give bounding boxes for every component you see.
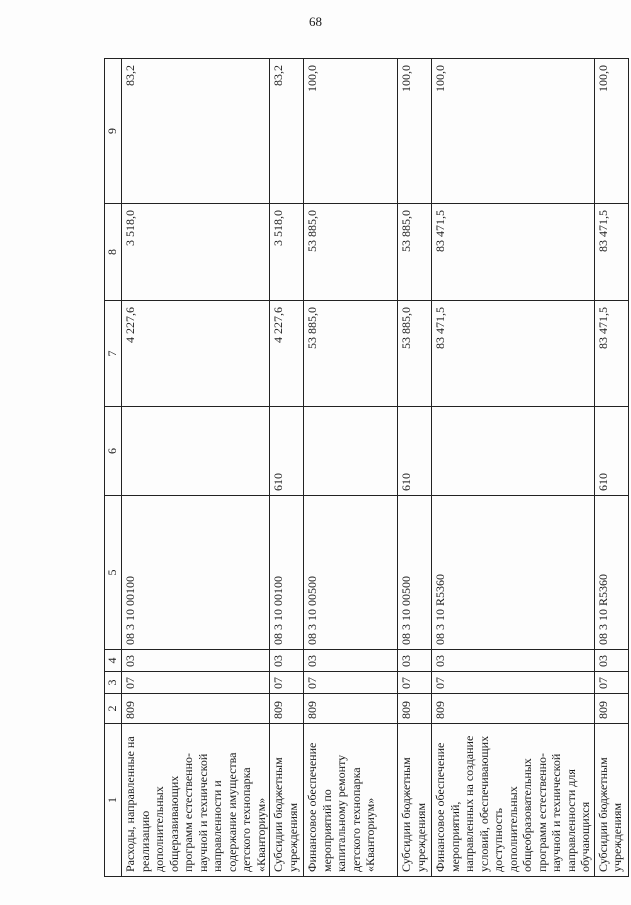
cell-c4: 03 xyxy=(304,650,398,672)
cell-c7: 4 227,6 xyxy=(122,301,270,407)
cell-c5: 08 3 10 00100 xyxy=(122,496,270,650)
rotated-table-wrapper xyxy=(104,59,624,877)
cell-c8: 3 518,0 xyxy=(270,204,304,301)
cell-c7: 4 227,6 xyxy=(270,301,304,407)
cell-c7: 83 471,5 xyxy=(594,301,628,407)
cell-name: Субсидии бюджетным учреждениям xyxy=(270,724,304,877)
cell-c8: 53 885,0 xyxy=(304,204,398,301)
cell-name: Финансовое обеспечение мероприятий, направленных на создание условий, обеспечивающих доступность дополнительных общеобразовательных программ естественно-научной и технической направленности для обучающихся xyxy=(432,724,595,877)
cell-name: Субсидии бюджетным учреждениям xyxy=(398,724,432,877)
header-cell: 2 xyxy=(105,694,122,724)
cell-c6: 610 xyxy=(270,407,304,496)
cell-name: Расходы, направленные на реализацию дополнительных общеразвивающих программ естественно-научной и технической направленности и содержание имущества детского технопарка «Кванториум» xyxy=(122,724,270,877)
cell-c9: 100,0 xyxy=(304,59,398,204)
cell-c4: 03 xyxy=(432,650,595,672)
cell-c7: 83 471,5 xyxy=(432,301,595,407)
cell-c7: 53 885,0 xyxy=(398,301,432,407)
budget-table xyxy=(104,58,629,877)
header-cell: 6 xyxy=(105,407,122,496)
header-row xyxy=(105,59,122,877)
cell-c3: 07 xyxy=(304,672,398,694)
header-cell: 4 xyxy=(105,650,122,672)
table-row xyxy=(432,59,595,877)
cell-name: Субсидии бюджетным учреждениям xyxy=(594,724,628,877)
header-cell: 3 xyxy=(105,672,122,694)
cell-c8: 3 518,0 xyxy=(122,204,270,301)
header-cell: 8 xyxy=(105,204,122,301)
cell-c6 xyxy=(304,407,398,496)
table-row xyxy=(270,59,304,877)
cell-c4: 03 xyxy=(122,650,270,672)
cell-c3: 07 xyxy=(270,672,304,694)
cell-c6 xyxy=(432,407,595,496)
cell-c5: 08 3 10 R5360 xyxy=(594,496,628,650)
cell-c9: 83,2 xyxy=(122,59,270,204)
cell-c6: 610 xyxy=(398,407,432,496)
cell-c6: 610 xyxy=(594,407,628,496)
cell-c3: 07 xyxy=(432,672,595,694)
cell-c3: 07 xyxy=(398,672,432,694)
cell-c2: 809 xyxy=(304,694,398,724)
cell-c5: 08 3 10 R5360 xyxy=(432,496,595,650)
cell-c5: 08 3 10 00500 xyxy=(304,496,398,650)
header-cell: 5 xyxy=(105,496,122,650)
cell-c9: 83,2 xyxy=(270,59,304,204)
cell-c8: 83 471,5 xyxy=(594,204,628,301)
header-cell: 7 xyxy=(105,301,122,407)
cell-c2: 809 xyxy=(122,694,270,724)
cell-c4: 03 xyxy=(270,650,304,672)
table-row xyxy=(122,59,270,877)
cell-c2: 809 xyxy=(594,694,628,724)
cell-c8: 53 885,0 xyxy=(398,204,432,301)
cell-c2: 809 xyxy=(432,694,595,724)
cell-c8: 83 471,5 xyxy=(432,204,595,301)
cell-c3: 07 xyxy=(594,672,628,694)
header-cell: 1 xyxy=(105,724,122,877)
cell-c7: 53 885,0 xyxy=(304,301,398,407)
cell-c2: 809 xyxy=(398,694,432,724)
cell-c3: 07 xyxy=(122,672,270,694)
cell-c5: 08 3 10 00500 xyxy=(398,496,432,650)
table-row xyxy=(594,59,628,877)
table-row xyxy=(304,59,398,877)
cell-name: Финансовое обеспечение мероприятий по капитальному ремонту детского технопарка «Кванториум» xyxy=(304,724,398,877)
cell-c2: 809 xyxy=(270,694,304,724)
table-row xyxy=(398,59,432,877)
page-number: 68 xyxy=(309,14,322,29)
cell-c6 xyxy=(122,407,270,496)
cell-c5: 08 3 10 00100 xyxy=(270,496,304,650)
header-cell: 9 xyxy=(105,59,122,204)
cell-c9: 100,0 xyxy=(594,59,628,204)
cell-c9: 100,0 xyxy=(432,59,595,204)
cell-c4: 03 xyxy=(594,650,628,672)
cell-c9: 100,0 xyxy=(398,59,432,204)
cell-c4: 03 xyxy=(398,650,432,672)
